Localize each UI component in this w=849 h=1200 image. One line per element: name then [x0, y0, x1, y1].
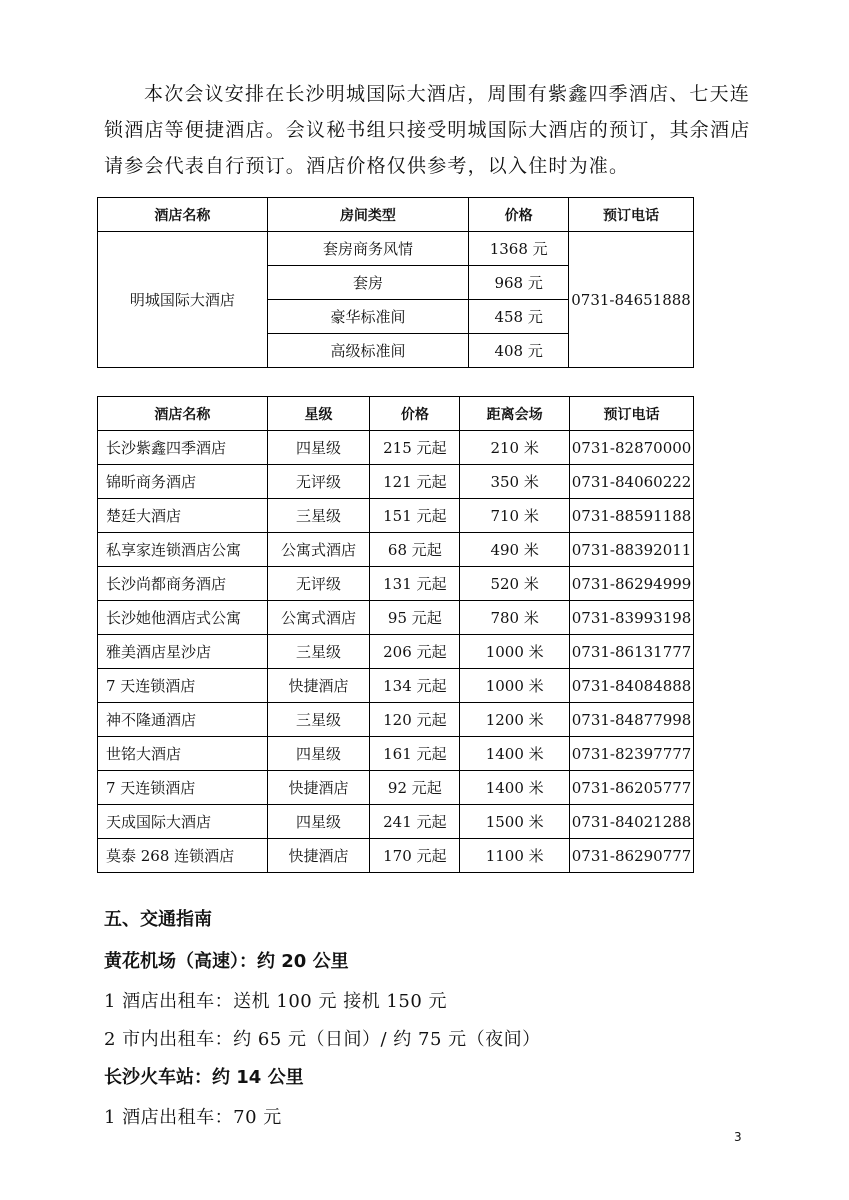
price-cell: 215 元起 — [370, 431, 460, 465]
phone-cell: 0731-84021288 — [570, 805, 694, 839]
hotel-name-cell: 私享家连锁酒店公寓 — [98, 533, 268, 567]
header-cell: 星级 — [267, 397, 370, 431]
header-cell: 酒店名称 — [98, 198, 268, 232]
star-rating-cell: 四星级 — [267, 737, 370, 771]
price-cell: 206 元起 — [370, 635, 460, 669]
price-cell: 95 元起 — [370, 601, 460, 635]
star-rating-cell: 快捷酒店 — [267, 669, 370, 703]
intro-line: 锁酒店等便捷酒店。会议秘书组只接受明城国际大酒店的预订，其余酒店 — [104, 119, 751, 141]
header-cell: 预订电话 — [569, 198, 694, 232]
hotel-name-cell: 神不隆通酒店 — [98, 703, 268, 737]
distance-cell: 710 米 — [460, 499, 570, 533]
main-hotel-table — [97, 197, 694, 368]
phone-cell: 0731-82870000 — [570, 431, 694, 465]
distance-cell: 520 米 — [460, 567, 570, 601]
phone-cell: 0731-86131777 — [570, 635, 694, 669]
table-row — [98, 232, 694, 266]
price-cell: 170 元起 — [370, 839, 460, 873]
phone-cell: 0731-88591188 — [570, 499, 694, 533]
distance-cell: 1100 米 — [460, 839, 570, 873]
hotel-name-cell: 世铭大酒店 — [98, 737, 268, 771]
room-type-cell: 高级标准间 — [267, 334, 469, 368]
header-cell: 预订电话 — [570, 397, 694, 431]
header-cell: 价格 — [370, 397, 460, 431]
star-rating-cell: 三星级 — [267, 703, 370, 737]
phone-cell: 0731-82397777 — [570, 737, 694, 771]
distance-cell: 1000 米 — [460, 669, 570, 703]
table-row — [98, 839, 694, 873]
price-cell: 68 元起 — [370, 533, 460, 567]
airport-item: 1 酒店出租车：送机 100 元 接机 150 元 — [104, 991, 447, 1012]
star-rating-cell: 无评级 — [267, 465, 370, 499]
station-item: 1 酒店出租车：70 元 — [104, 1107, 282, 1128]
distance-cell: 1200 米 — [460, 703, 570, 737]
phone-cell: 0731-86205777 — [570, 771, 694, 805]
page-number: 3 — [734, 1130, 742, 1144]
phone-cell: 0731-86294999 — [570, 567, 694, 601]
table-row — [98, 635, 694, 669]
room-type-cell: 豪华标准间 — [267, 300, 469, 334]
room-type-cell: 套房 — [267, 266, 469, 300]
price-cell: 151 元起 — [370, 499, 460, 533]
price-cell: 458 元 — [469, 300, 569, 334]
price-cell: 134 元起 — [370, 669, 460, 703]
hotel-name-cell: 锦昕商务酒店 — [98, 465, 268, 499]
distance-cell: 1400 米 — [460, 771, 570, 805]
table-row — [98, 601, 694, 635]
star-rating-cell: 无评级 — [267, 567, 370, 601]
station-heading: 长沙火车站：约 14 公里 — [104, 1067, 304, 1088]
table-row — [98, 737, 694, 771]
star-rating-cell: 三星级 — [267, 499, 370, 533]
table-header-row — [98, 397, 694, 431]
hotel-name-cell: 7 天连锁酒店 — [98, 771, 268, 805]
star-rating-cell: 四星级 — [267, 805, 370, 839]
star-rating-cell: 快捷酒店 — [267, 771, 370, 805]
distance-cell: 210 米 — [460, 431, 570, 465]
price-cell: 408 元 — [469, 334, 569, 368]
intro-line: 本次会议安排在长沙明城国际大酒店，周围有紫鑫四季酒店、七天连 — [144, 83, 751, 105]
table-row — [98, 499, 694, 533]
intro-paragraph — [104, 76, 754, 184]
header-cell: 距离会场 — [460, 397, 570, 431]
star-rating-cell: 三星级 — [267, 635, 370, 669]
price-cell: 120 元起 — [370, 703, 460, 737]
table-row — [98, 703, 694, 737]
header-cell: 价格 — [469, 198, 569, 232]
price-cell: 161 元起 — [370, 737, 460, 771]
hotel-name-cell: 莫泰 268 连锁酒店 — [98, 839, 268, 873]
header-cell: 酒店名称 — [98, 397, 268, 431]
header-cell: 房间类型 — [267, 198, 469, 232]
phone-cell: 0731-84060222 — [570, 465, 694, 499]
hotel-name-cell: 天成国际大酒店 — [98, 805, 268, 839]
phone-cell: 0731-84651888 — [569, 232, 694, 368]
hotel-name-cell: 长沙紫鑫四季酒店 — [98, 431, 268, 465]
price-cell: 241 元起 — [370, 805, 460, 839]
phone-cell: 0731-84877998 — [570, 703, 694, 737]
star-rating-cell: 四星级 — [267, 431, 370, 465]
price-cell: 968 元 — [469, 266, 569, 300]
airport-item: 2 市内出租车：约 65 元（日间）/ 约 75 元（夜间） — [104, 1029, 541, 1050]
phone-cell: 0731-86290777 — [570, 839, 694, 873]
table-header-row — [98, 198, 694, 232]
table-row — [98, 771, 694, 805]
distance-cell: 780 米 — [460, 601, 570, 635]
price-cell: 131 元起 — [370, 567, 460, 601]
hotel-name-cell: 明城国际大酒店 — [98, 232, 268, 368]
hotel-name-cell: 7 天连锁酒店 — [98, 669, 268, 703]
nearby-hotels-table — [97, 396, 694, 873]
distance-cell: 490 米 — [460, 533, 570, 567]
price-cell: 1368 元 — [469, 232, 569, 266]
table-row — [98, 805, 694, 839]
distance-cell: 1400 米 — [460, 737, 570, 771]
table-row — [98, 431, 694, 465]
distance-cell: 1000 米 — [460, 635, 570, 669]
section-title: 五、交通指南 — [104, 909, 212, 930]
distance-cell: 1500 米 — [460, 805, 570, 839]
phone-cell: 0731-83993198 — [570, 601, 694, 635]
table-row — [98, 567, 694, 601]
hotel-name-cell: 楚廷大酒店 — [98, 499, 268, 533]
phone-cell: 0731-88392011 — [570, 533, 694, 567]
airport-heading: 黄花机场（高速）：约 20 公里 — [104, 951, 349, 972]
hotel-name-cell: 雅美酒店星沙店 — [98, 635, 268, 669]
room-type-cell: 套房商务风情 — [267, 232, 469, 266]
table-row — [98, 533, 694, 567]
star-rating-cell: 公寓式酒店 — [267, 533, 370, 567]
price-cell: 121 元起 — [370, 465, 460, 499]
hotel-name-cell: 长沙她他酒店式公寓 — [98, 601, 268, 635]
table-row — [98, 465, 694, 499]
intro-line: 请参会代表自行预订。酒店价格仅供参考，以入住时为准。 — [104, 155, 630, 177]
table-row — [98, 669, 694, 703]
hotel-name-cell: 长沙尚都商务酒店 — [98, 567, 268, 601]
distance-cell: 350 米 — [460, 465, 570, 499]
star-rating-cell: 公寓式酒店 — [267, 601, 370, 635]
price-cell: 92 元起 — [370, 771, 460, 805]
phone-cell: 0731-84084888 — [570, 669, 694, 703]
star-rating-cell: 快捷酒店 — [267, 839, 370, 873]
